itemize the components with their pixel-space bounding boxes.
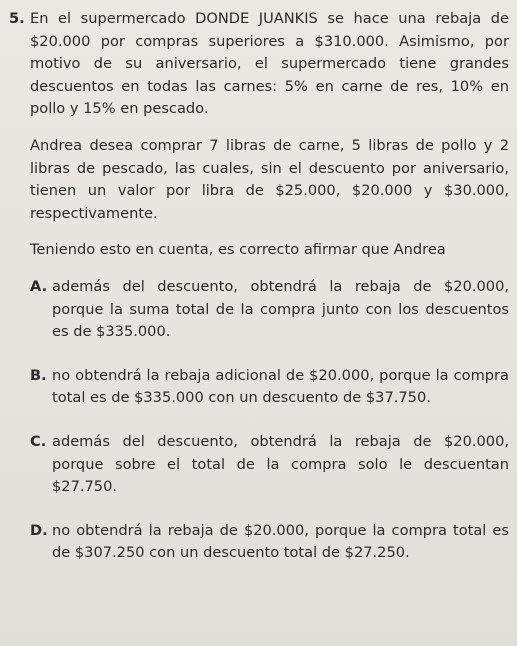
option-text: además del descuento, obtendrá la rebaja de $20.000, porque la suma total de la compra junto con los descuentos es de $335.000. (52, 277, 509, 341)
answer-options (30, 276, 509, 565)
option-text: no obtendrá la rebaja adicional de $20.000, porque la compra total es de $335.000 con un descuento de $37.750. (52, 366, 509, 407)
question-paragraph-1: En el supermercado DONDE JUANKIS se hace una rebaja de $20.000 por compras superiores a $310.000. Asimismo, por motivo de su aniversario, el supermercado tiene grandes descuentos en todas las carnes: 5% en carne de res, 10% en pollo y 15% en pescado. (30, 10, 509, 118)
option-c[interactable] (30, 431, 509, 499)
option-letter: B. (30, 366, 47, 384)
option-b[interactable] (30, 365, 509, 410)
option-letter: D. (30, 521, 48, 539)
question-number: 5. (9, 10, 25, 27)
question-prompt: Teniendo esto en cuenta, es correcto afirmar que Andrea (30, 241, 446, 259)
question-paragraph-2: Andrea desea comprar 7 libras de carne, 5 libras de pollo y 2 libras de pescado, las cuales, sin el descuento por aniversario, tienen un valor por libra de $25.000, $20.000 y $30.000, respectivamente. (30, 136, 509, 222)
option-a[interactable] (30, 276, 509, 344)
question-5 (9, 8, 509, 586)
option-text: no obtendrá la rebaja de $20.000, porque la compra total es de $307.250 con un descuento total de $27.250. (52, 521, 509, 562)
option-d[interactable] (30, 520, 509, 565)
option-letter: C. (30, 432, 47, 450)
option-letter: A. (30, 277, 48, 295)
option-text: además del descuento, obtendrá la rebaja de $20.000, porque sobre el total de la compra solo le descuentan $27.750. (52, 432, 509, 496)
